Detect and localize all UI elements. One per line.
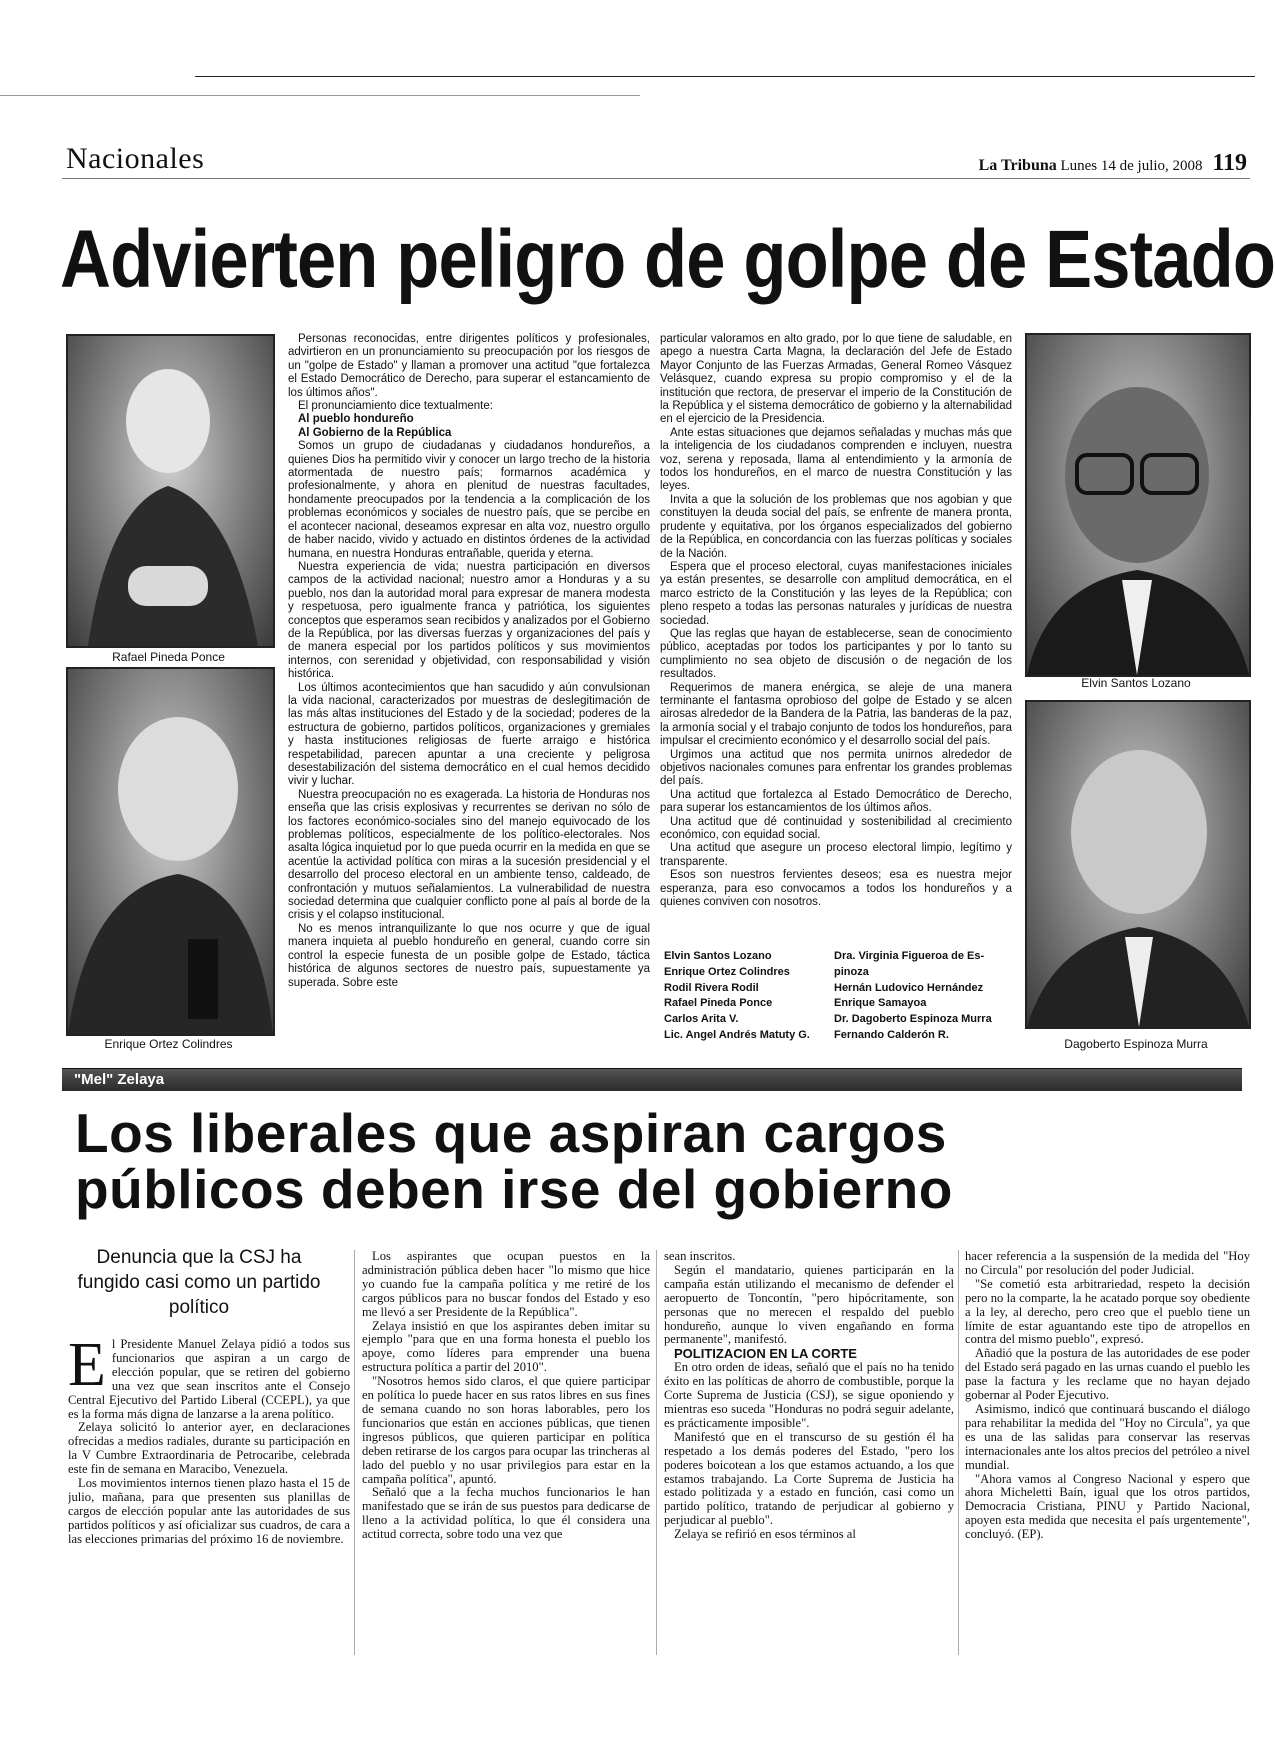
article2-column-2 xyxy=(362,1250,650,1655)
body-paragraph: Asimismo, indicó que continuará buscando el diálogo para rehabilitar la medida del "Hoy no Circula", ya que es una de las salidas para conservar las reservas internacionales ante los altos precios del petróleo a nivel mundial. xyxy=(965,1401,1250,1472)
body-paragraph: Que las reglas que hayan de establecerse, sean de conocimiento público, aceptadas por todos los participantes y por lo tanto su cumplimiento no sea objeto de discusión o de negación de los resultados. xyxy=(660,627,1012,681)
signers-left xyxy=(664,949,810,1044)
signer: Carlos Arita V. xyxy=(664,1013,739,1026)
lead-text: l Presidente Manuel Zelaya pidió a todos sus funcionarios que aspiran a un cargo de elección popular, que se retiren del gobierno una vez que sean inscritos ante el Consejo Central Ejecutivo del Partido Liberal (CCEPL), ya que es la forma más digna de lanzarse a la arena político. xyxy=(68,1338,350,1421)
body-paragraph: Ante estas situaciones que dejamos señaladas y muchas más que la inteligencia de los ciudadanos comprenden e incluyen, nuestra voz, serena y reposada, llama al entendimiento y la armonía de todos los hondureños, en el marco de nuestra Constitución y las leyes. xyxy=(660,426,1012,493)
body-paragraph: Según el mandatario, quienes participarán en la campaña están utilizando el mecanismo de defender el aeropuerto de Toncontín, "pero hipócritamente, son personas que no merecen el respaldo del pueblo hondureño, aunque lo viven engañando en forma permanente", manifestó. xyxy=(664,1262,954,1347)
body-paragraph: Nuestra preocupación no es exagerada. La historia de Honduras nos enseña que las crisis explosivas y recurrentes se derivan no sólo de los factores económico-sociales sino del manejo equivocado de los problemas políticos, especialmente de los político-electorales. Nos asalta lógica inquietud por lo que pueda ocurrir en la medida en que se acentúe la actividad política con miras a la sucesión presidencial y el desarrollo del proceso electoral en un ambiente tenso, caldeado, de confrontación y mutuos señalamientos. La vulnerabilidad de nuestra sociedad determina que cualquier conflicto pone al país al borde de la crisis y el colapso institucional. xyxy=(288,788,650,922)
body-paragraph: Requerimos de manera enérgica, se aleje de una manera terminante el fantasma oprobioso del golpe de Estado y se alcen airosas alrededor de la Bandera de la Patria, las banderas de la paz, la armonía social y el trabajo conjunto de todos los hondureños, para impulsar el crecimiento económico y el desarrollo social del país. xyxy=(660,681,1012,748)
photo-enrique-ortez-colindres xyxy=(66,667,275,1036)
body-paragraph: Una actitud que dé continuidad y sostenibilidad al crecimiento económico, con equidad social. xyxy=(660,815,1012,842)
address-line-1: Al pueblo hondureño xyxy=(298,413,414,426)
signer: pinoza xyxy=(834,965,869,978)
intro-paragraph: Personas reconocidas, entre dirigentes políticos y profesionales, advirtieron en un pronunciamiento su preocupación por los riesgos de un "golpe de Estado" y llaman a promover una actitud "que fortalezca el Estado Democrático de Derecho, para superar el estancamiento de los últimos años". xyxy=(288,333,650,399)
headline-2-line-2: públicos deben irse del gobierno xyxy=(75,1158,953,1220)
caption-top-right: Elvin Santos Lozano xyxy=(1081,676,1191,690)
body-paragraph: Los últimos acontecimientos que han sacudido y aún convulsionan la vida nacional, caracterizados por muestras de deslegitimación de las más altas instituciones del Estado y de la sociedad; poderes de la estructura de gobierno, partidos políticos, organizaciones y gremiales y hasta instituciones religiosas de fuerte arraigo e histórica respetabilidad, parecen apuntar a una creciente y peligrosa desestabilización del sistema democrático en el cual hemos decidido vivir y luchar. xyxy=(288,681,650,788)
body-paragraph: particular valoramos en alto grado, por lo que tiene de saludable, en apego a nuestra Carta Magna, la declaración del Jefe de Estado Mayor Conjunto de las Fuerzas Armadas, General Romeo Vásquez Velásquez, cuando expresa su propio compromiso y el de la institución que rectora, de preservar el imperio de la Constitución de la República y el sistema democrático de gobierno y la alternabilidad en el ejercicio de la Presidencia. xyxy=(660,333,1012,426)
signer: Rafael Pineda Ponce xyxy=(664,997,773,1010)
body-paragraph: Los movimientos internos tienen plazo hasta el 15 de julio, mañana, para que presenten sus planillas de cargos de elección popular ante las autoridades de sus partidos políticos y así oficializar sus cuadros, de cara a las elecciones primarias del próximo 16 de noviembre. xyxy=(68,1476,350,1546)
signer: Lic. Angel Andrés Matuty G. xyxy=(664,1028,810,1041)
newspaper-name: La Tribuna xyxy=(978,157,1057,174)
caption-bottom-right: Dagoberto Espinoza Murra xyxy=(1064,1037,1208,1051)
body-paragraph: Urgimos una actitud que nos permita unirnos alrededor de objetivos nacionales comunes para enfrentar los grandes problemas del país. xyxy=(660,748,1012,788)
body-paragraph: Esos son nuestros fervientes deseos; esa es nuestra mejor esperanza, para eso convocamos a todos los hondureños y a quienes conviven con nosotros. xyxy=(660,869,1012,909)
signer: Dra. Virginia Figueroa de Es- xyxy=(834,950,985,962)
body-paragraph: En otro orden de ideas, señaló que el país no ha tenido éxito en las políticas de ahorro de combustible, porque la Corte Suprema de Justicia (CSJ), se sigue oponiendo y mientras eso suceda "Honduras no podrá seguir adelante, es prácticamente imposible". xyxy=(664,1360,954,1430)
header-rule xyxy=(62,178,1250,179)
headline-2-line-1: Los liberales que aspiran cargos xyxy=(75,1102,947,1164)
body-paragraph: No es menos intranquilizante lo que nos ocurre y que de igual manera inquieta al pueblo hondureño en general, cuando corre sin control la especie funesta de un posible golpe de Estado, táctica histórica de algunos sectores de nuestro país, supuestamente ya superada. Sobre este xyxy=(288,922,650,989)
signer: Fernando Calderón R. xyxy=(834,1028,949,1041)
signers-right xyxy=(834,949,992,1044)
body-paragraph: "Nosotros hemos sido claros, el que quiere participar en política lo puede hacer en sus ratos libres en sus fines de semana cuando no son horas laborables, pero los funcionarios que están en acciones públicas, que tienen ingresos públicos, que quieren participar en política deben retirarse de los cargos para ocupar las trincheras al lado del pueblo y no usar privilegios para estar en la campaña política", apuntó. xyxy=(362,1374,650,1486)
subhead: POLITIZACION EN LA CORTE xyxy=(674,1346,857,1362)
article2-column-1 xyxy=(68,1338,350,1663)
column-divider xyxy=(354,1250,355,1655)
headline-2 xyxy=(75,1102,1255,1220)
body-paragraph: Los aspirantes que ocupan puestos en la administración pública deben hacer "lo mismo que hice yo cuando fue la campaña política y me retiré de los cargos públicos para no buscar fondos del Estado y eso me llevó a ser Presidente de la República". xyxy=(362,1250,650,1319)
body-paragraph: Somos un grupo de ciudadanas y ciudadanos hondureños, a quienes Dios ha permitido vivir y conocer un largo trecho de la historia atormentada de nuestro país; formarnos académica y profesionalmente, y ahora en plenitud de nuestras facultades, hondamente preocupados por la tendencia a la complicación de los problemas económicos y sociales de nuestro país, que se percibe en el acontecer nacional, deseamos expresar en alta voz, nuestro orgullo de haber nacido, vivido y actuado en distintos órdenes de la actividad humana, en nuestra Honduras entrañable, querida y eterna. xyxy=(288,440,650,560)
signer: Elvin Santos Lozano xyxy=(664,950,772,962)
masthead xyxy=(979,150,1247,177)
portrait-icon xyxy=(68,336,273,646)
article2-column-4 xyxy=(965,1250,1250,1660)
body-paragraph: Zelaya solicitó lo anterior ayer, en declaraciones ofrecidas a medios radiales, durante su participación en la V Cumbre Extraordinaria de Petrocaribe, celebrada este fin de semana en Maracibo, Venezuela. xyxy=(68,1420,350,1477)
body-paragraph: Señaló que a la fecha muchos funcionarios le han manifestado que se irán de sus puestos para dedicarse de lleno a la actividad política, lo que él considera una actitud correcta, sobre todo una vez que xyxy=(362,1485,650,1542)
headline-1: Advierten peligro de golpe de Estado xyxy=(60,214,1275,305)
column-divider xyxy=(958,1250,959,1655)
signer: Hernán Ludovico Hernández xyxy=(834,981,984,994)
body-paragraph: Añadió que la postura de las autoridades de ese poder del Estado será pagado en las urnas cuando el pueblo les pase la factura y les reclame que no hayan dejado gobernar al Poder Ejecutivo. xyxy=(965,1346,1250,1403)
caption-bottom-left: Enrique Ortez Colindres xyxy=(104,1037,233,1051)
column-divider xyxy=(656,1250,657,1655)
photo-elvin-santos-lozano xyxy=(1025,333,1251,677)
scan-rule xyxy=(0,95,640,96)
portrait-icon xyxy=(1027,702,1249,1027)
page-number: 119 xyxy=(1212,150,1247,176)
section-tag: "Mel" Zelaya xyxy=(74,1071,165,1088)
body-paragraph: Zelaya insistió en que los aspirantes deben imitar su ejemplo "para que en una forma honesta el pueblo los apoye, como líderes para emprender una buena estructura política a partir del 2010". xyxy=(362,1318,650,1375)
body-paragraph: Nuestra experiencia de vida; nuestra participación en diversos campos de la actividad nacional; nuestro amor a Honduras y a su pueblo, nos dan la autoridad moral para expresar de manera modesta y respetuosa, pero igualmente franca y patriótica, los siguientes conceptos que esperamos sean recibidos y analizados por el Gobierno de la República, por las diversas fuerzas y organizaciones del país y de manera especial por los partidos políticos y sus movimientos internos, con serenidad y objetividad, con responsabilidad y visión histórica. xyxy=(288,560,650,681)
body-paragraph: "Se cometió esta arbitrariedad, respeto la decisión pero no la comparte, la he acatado porque soy obediente a la ley, al derecho, pero creo que el pueblo tiene un límite de estar aguantando este tipo de atropellos en contra del mismo pueblo", expresó. xyxy=(965,1276,1250,1347)
deck: Denuncia que la CSJ ha fungido casi como un partido político xyxy=(77,1247,321,1318)
top-rule xyxy=(195,76,1255,77)
signer: Enrique Samayoa xyxy=(834,997,927,1010)
body-paragraph: Manifestó que en el transcurso de su gestión él ha respetado a los demás poderes del Estado, "pero los poderes boicotean a los que estamos actuando, a los que estamos trabajando. La Corte Suprema de Justicia ha estado politizada y a estado en función, casi como un partido político, tratando de perjudicar al gobierno y perjudicar al pueblo". xyxy=(664,1429,954,1528)
portrait-icon xyxy=(68,669,273,1034)
signer: Rodil Rivera Rodil xyxy=(664,981,759,994)
article1-column-1 xyxy=(288,333,650,1051)
body-paragraph: sean inscritos. xyxy=(664,1250,736,1263)
article1-column-2 xyxy=(660,333,1012,913)
photo-rafael-pineda-ponce xyxy=(66,334,275,648)
section-tag-bar xyxy=(62,1068,1242,1091)
signer: Enrique Ortez Colindres xyxy=(664,965,790,978)
section-title: Nacionales xyxy=(66,142,205,175)
body-paragraph: Una actitud que fortalezca al Estado Democrático de Derecho, para superar los estancamientos de los últimos años. xyxy=(660,788,1012,815)
article2-column-3 xyxy=(664,1250,954,1655)
body-paragraph: Espera que el proceso electoral, cuyas manifestaciones iniciales ya están presentes, se desarrolle con amplitud democrática, en el marco estricto de la Constitución y las leyes de la República; con pleno respeto a todas las personas naturales y jurídicas de nuestra sociedad. xyxy=(660,560,1012,627)
body-paragraph: "Ahora vamos al Congreso Nacional y espero que ahora Micheletti Baín, igual que los otros partidos, Democracia Cristiana, PINU y Partido Nacional, apoyen esta medida que necesita el país urgentemente", concluyó. (EP). xyxy=(965,1471,1250,1542)
portrait-icon xyxy=(1027,335,1249,675)
body-paragraph: hacer referencia a la suspensión de la medida del "Hoy no Circula" por resolución del poder Judicial. xyxy=(965,1250,1250,1277)
photo-dagoberto-espinoza-murra xyxy=(1025,700,1251,1029)
issue-date: Lunes 14 de julio, 2008 xyxy=(1060,158,1203,174)
body-paragraph: Zelaya se refirió en esos términos al xyxy=(674,1527,856,1542)
lead-paragraph xyxy=(68,1338,350,1421)
body-paragraph: Una actitud que asegure un proceso electoral limpio, legítimo y transparente. xyxy=(660,842,1012,868)
intro-paragraph-2: El pronunciamiento dice textualmente: xyxy=(298,400,493,413)
address-line-2: Al Gobierno de la República xyxy=(298,426,452,439)
body-paragraph: Invita a que la solución de los problemas que nos agobian y que constituyen la deuda social del país, se enfrente de manera pronta, prudente y equitativa, por los órganos especializados del gobierno de la República, en concordancia con las fuerzas políticas y sociales de la Nación. xyxy=(660,493,1012,560)
caption-top-left: Rafael Pineda Ponce xyxy=(112,650,225,664)
drop-cap: E xyxy=(68,1338,106,1399)
signer: Dr. Dagoberto Espinoza Murra xyxy=(834,1013,992,1026)
